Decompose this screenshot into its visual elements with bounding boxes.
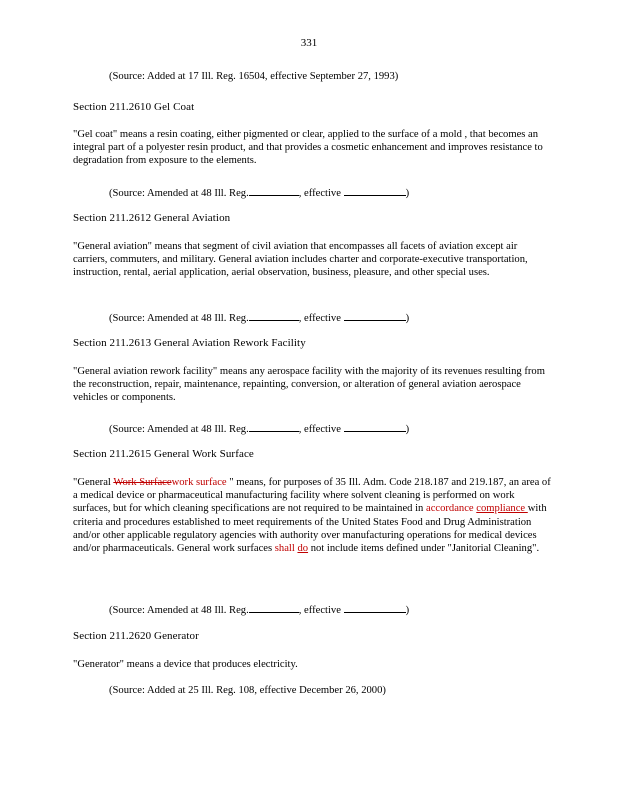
body-text: "General [73, 477, 114, 488]
source-text: (Source: Amended at 48 Ill. Reg. [109, 313, 249, 324]
section-body-2613: "General aviation rework facility" means any aerospace facility with the majority of its revenues resulting from the reconstruction, repair, maintenance, repainting, conversion, or alteration of general aviation aerospace vehicles or components. [73, 366, 545, 404]
inserted-text: accordance [426, 503, 474, 515]
source-text: , effective [298, 188, 344, 199]
source-text: ) [405, 313, 410, 324]
source-text: , effective [298, 313, 344, 324]
source-text: (Source: Amended at 48 Ill. Reg. [109, 188, 249, 199]
effective-date-blank [344, 602, 406, 613]
effective-date-blank [344, 421, 406, 432]
page-number: 331 [300, 37, 318, 49]
source-text: , effective [298, 424, 344, 435]
source-text: ) [405, 605, 410, 616]
section-heading-2615: Section 211.2615 General Work Surface [73, 448, 254, 460]
register-blank [249, 310, 299, 321]
body-text: with criteria and procedures established to meet requirements of the United States Food and Drug Administration and/or other applicable regulatory agencies with authority over manufacturing operations for medical devices and/or pharmaceuticals. General work surfaces [73, 503, 547, 555]
effective-date-blank [344, 310, 406, 321]
source-text: ) [405, 188, 410, 199]
source-note-2615 [109, 602, 409, 616]
section-heading-2612: Section 211.2612 General Aviation [73, 212, 231, 224]
source-text: (Source: Amended at 48 Ill. Reg. [109, 605, 249, 616]
inserted-text: work surface [171, 477, 227, 488]
section-body-2612: "General aviation" means that segment of civil aviation that encompasses all facets of aviation except air carriers, commuters, and military. General aviation includes charter and corporate-executive transportation, instruction, rental, aerial application, aerial observation, business, pleasure, and other special uses. [73, 241, 528, 279]
source-note-2600: (Source: Added at 17 Ill. Reg. 16504, effective September 27, 1993) [109, 71, 399, 82]
section-body-2615 [73, 476, 551, 555]
inserted-text: do [297, 543, 309, 555]
source-note-2612 [109, 310, 409, 324]
register-blank [249, 185, 299, 196]
source-note-2610 [109, 185, 409, 199]
source-text: (Source: Amended at 48 Ill. Reg. [109, 424, 249, 435]
source-note-2613 [109, 421, 409, 435]
source-note-2620: (Source: Added at 25 Ill. Reg. 108, effective December 26, 2000) [109, 685, 386, 696]
body-text: not include items defined under "Janitorial Cleaning". [308, 543, 540, 555]
section-body-2610: "Gel coat" means a resin coating, either pigmented or clear, applied to the surface of a mold , that becomes an integral part of a polyester resin product, and that provides a cosmetic enhancement and improves resistance to degradation from exposure to the elements. [73, 129, 543, 167]
effective-date-blank [344, 185, 406, 196]
source-text: ) [405, 424, 410, 435]
section-body-2620: "Generator" means a device that produces electricity. [73, 659, 298, 670]
section-heading-2610: Section 211.2610 Gel Coat [73, 101, 195, 113]
body-text: " means, for purposes of 35 Ill. Adm. Code 218.187 and 219.187, an area of a medical device or pharmaceutical manufacturing facility where solvent cleaning is performed on work surfaces, but for which cleaning specifications are not required to be maintained in [73, 477, 551, 515]
source-text: , effective [298, 605, 344, 616]
section-heading-2613: Section 211.2613 General Aviation Rework Facility [73, 337, 306, 349]
register-blank [249, 602, 299, 613]
inserted-text: shall [274, 543, 298, 555]
section-heading-2620: Section 211.2620 Generator [73, 630, 199, 642]
register-blank [249, 421, 299, 432]
deleted-text: Work Surface [113, 477, 172, 488]
inserted-text: compliance [476, 503, 528, 515]
